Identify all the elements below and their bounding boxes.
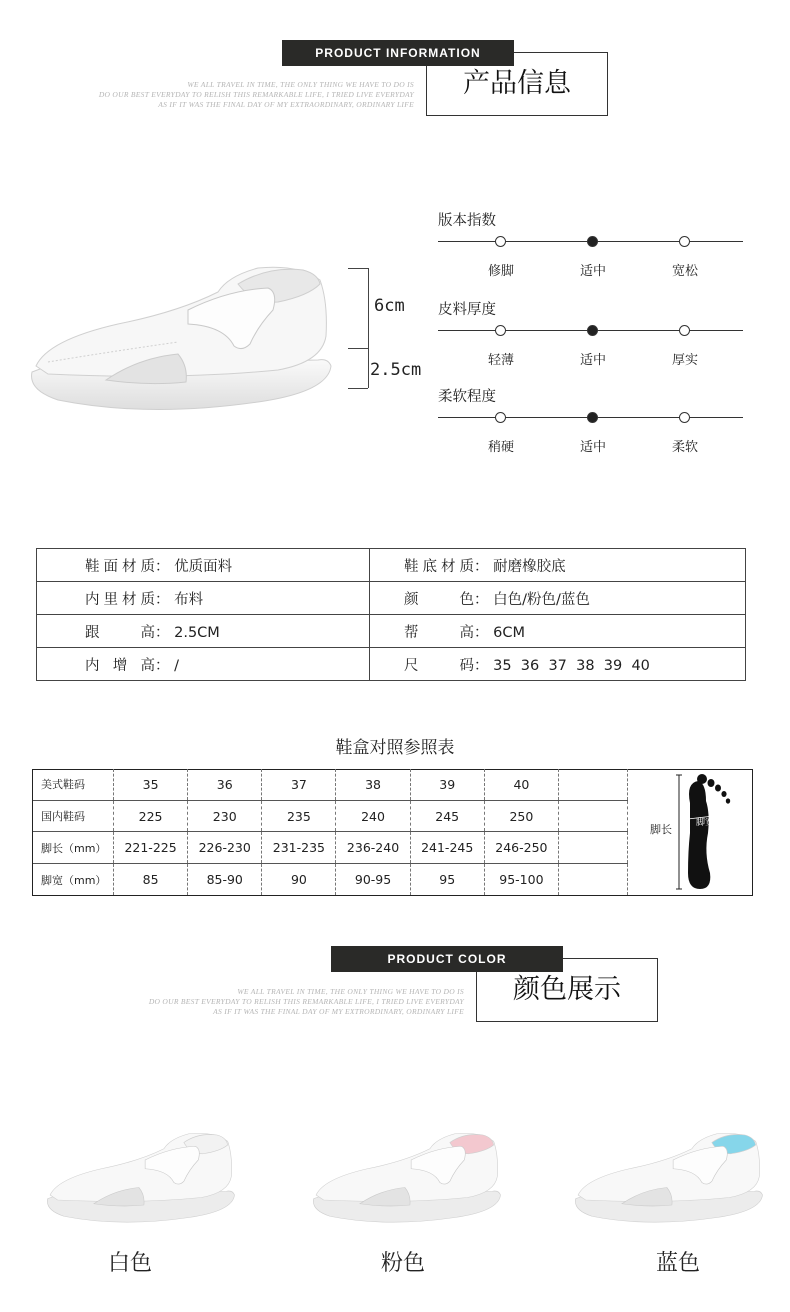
foot-diagram-cell xyxy=(628,769,753,895)
size-cell xyxy=(559,800,628,832)
rating-dot xyxy=(679,236,690,247)
material-table xyxy=(36,548,746,681)
rating-option: 轻薄 xyxy=(487,353,514,368)
size-cell xyxy=(559,864,628,895)
info-tagline xyxy=(40,80,414,110)
size-cell: 90 xyxy=(262,864,336,895)
size-row-label: 美式鞋码 xyxy=(33,769,114,800)
rating-dot-selected xyxy=(587,236,598,247)
dimension-line-upper xyxy=(348,268,369,348)
rating-dot-selected xyxy=(587,412,598,423)
rating-title: 皮料厚度 xyxy=(438,302,496,318)
material-key: 尺码 xyxy=(404,657,474,674)
size-cell xyxy=(559,769,628,800)
size-cell: 35 xyxy=(114,769,188,800)
color-title: 颜色展示 xyxy=(513,974,621,1005)
rating-dot xyxy=(679,325,690,336)
table-row: 内里材质： 布料 颜色： 白色/粉色/蓝色 xyxy=(37,582,746,615)
main-shoe-image xyxy=(28,262,338,422)
material-value: 优质面料 xyxy=(174,558,233,575)
color-name-blue: 蓝色 xyxy=(655,1251,700,1276)
foot-icon xyxy=(676,773,736,891)
size-cell: 246-250 xyxy=(484,832,558,864)
size-cell xyxy=(559,832,628,864)
heel-height-label: 2.5cm xyxy=(370,360,422,380)
size-cell: 40 xyxy=(484,769,558,800)
size-cell: 36 xyxy=(188,769,262,800)
size-cell: 90-95 xyxy=(336,864,410,895)
tagline-line: WE ALL TRAVEL IN TIME, THE ONLY THING WE HAVE TO DO IS xyxy=(237,987,464,996)
size-cell: 38 xyxy=(336,769,410,800)
shoe-blue-image xyxy=(570,1130,770,1234)
dimension-tick xyxy=(348,388,368,389)
size-cell: 85-90 xyxy=(188,864,262,895)
rating-option: 适中 xyxy=(579,440,606,455)
size-cell: 235 xyxy=(262,800,336,832)
foot-width-label: 脚宽 xyxy=(696,818,715,828)
material-value: 耐磨橡胶底 xyxy=(493,558,566,575)
size-chart-table xyxy=(33,769,752,895)
material-key: 内增高 xyxy=(85,657,155,674)
material-value: 35 36 37 38 39 40 xyxy=(493,657,650,674)
color-name-pink: 粉色 xyxy=(380,1251,425,1276)
rating-dot xyxy=(679,412,690,423)
size-chart-title: 鞋盒对照参照表 xyxy=(335,738,455,758)
table-row: 内增高： / 尺码： 35 36 37 38 39 40 xyxy=(37,648,746,681)
size-cell: 245 xyxy=(410,800,484,832)
size-cell: 221-225 xyxy=(114,832,188,864)
rating-title: 版本指数 xyxy=(438,213,496,229)
material-key: 跟高 xyxy=(85,624,155,641)
table-row: 跟高： 2.5CM 帮高： 6CM xyxy=(37,615,746,648)
size-cell: 236-240 xyxy=(336,832,410,864)
material-value: / xyxy=(174,657,179,674)
info-banner: PRODUCT INFORMATION xyxy=(282,40,514,66)
tagline-line: AS IF IT WAS THE FINAL DAY OF MY EXTRORDINARY, ORDINARY LIFE xyxy=(213,1007,464,1016)
color-banner: PRODUCT COLOR xyxy=(331,946,563,972)
rating-option: 稍硬 xyxy=(487,440,514,455)
shoe-pink-image xyxy=(308,1130,508,1234)
rating-option: 适中 xyxy=(579,264,606,279)
rating-title: 柔软程度 xyxy=(438,389,496,405)
size-cell: 95-100 xyxy=(484,864,558,895)
dimension-line-heel xyxy=(348,348,369,388)
size-cell: 250 xyxy=(484,800,558,832)
upper-height-label: 6cm xyxy=(374,296,405,316)
size-row-label: 脚长（mm） xyxy=(33,832,114,864)
size-cell: 225 xyxy=(114,800,188,832)
material-key: 鞋面材质 xyxy=(85,558,155,575)
size-cell: 230 xyxy=(188,800,262,832)
size-row-label: 脚宽（mm） xyxy=(33,864,114,895)
rating-dot xyxy=(495,412,506,423)
table-row xyxy=(33,769,752,800)
size-cell: 226-230 xyxy=(188,832,262,864)
rating-dot xyxy=(495,325,506,336)
size-cell: 241-245 xyxy=(410,832,484,864)
dimension-tick xyxy=(348,268,368,269)
info-title: 产品信息 xyxy=(463,68,571,99)
shoe-white-image xyxy=(42,1130,242,1234)
rating-dot-selected xyxy=(587,325,598,336)
rating-option: 宽松 xyxy=(671,264,698,279)
tagline-line: AS IF IT WAS THE FINAL DAY OF MY EXTRAORDINARY, ORDINARY LIFE xyxy=(158,100,414,109)
size-row-label: 国内鞋码 xyxy=(33,800,114,832)
tagline-line: WE ALL TRAVEL IN TIME, THE ONLY THING WE HAVE TO DO IS xyxy=(187,80,414,89)
material-value: 6CM xyxy=(493,624,525,641)
rating-dot xyxy=(495,236,506,247)
rating-option: 厚实 xyxy=(671,353,698,368)
material-value: 白色/粉色/蓝色 xyxy=(493,591,590,608)
rating-option: 柔软 xyxy=(671,440,698,455)
material-value: 布料 xyxy=(174,591,204,608)
size-cell: 240 xyxy=(336,800,410,832)
size-cell: 37 xyxy=(262,769,336,800)
foot-length-label: 脚长 xyxy=(650,823,672,836)
material-key: 颜色 xyxy=(404,591,474,608)
size-cell: 95 xyxy=(410,864,484,895)
size-cell: 85 xyxy=(114,864,188,895)
material-key: 鞋底材质 xyxy=(404,558,474,575)
rating-option: 修脚 xyxy=(487,264,514,279)
color-name-white: 白色 xyxy=(107,1251,152,1276)
tagline-line: DO OUR BEST EVERYDAY TO RELISH THIS REMARKABLE LIFE, I TRIED LIVE EVERYDAY xyxy=(98,90,414,99)
color-tagline xyxy=(90,987,464,1017)
size-cell: 39 xyxy=(410,769,484,800)
size-cell: 231-235 xyxy=(262,832,336,864)
material-key: 内里材质 xyxy=(85,591,155,608)
material-value: 2.5CM xyxy=(174,624,220,641)
rating-option: 适中 xyxy=(579,353,606,368)
table-row: 鞋面材质： 优质面料 鞋底材质： 耐磨橡胶底 xyxy=(37,549,746,582)
material-key: 帮高 xyxy=(404,624,474,641)
tagline-line: DO OUR BEST EVERYDAY TO RELISH THIS REMARKABLE LIFE, I TRIED LIVE EVERYDAY xyxy=(148,997,464,1006)
